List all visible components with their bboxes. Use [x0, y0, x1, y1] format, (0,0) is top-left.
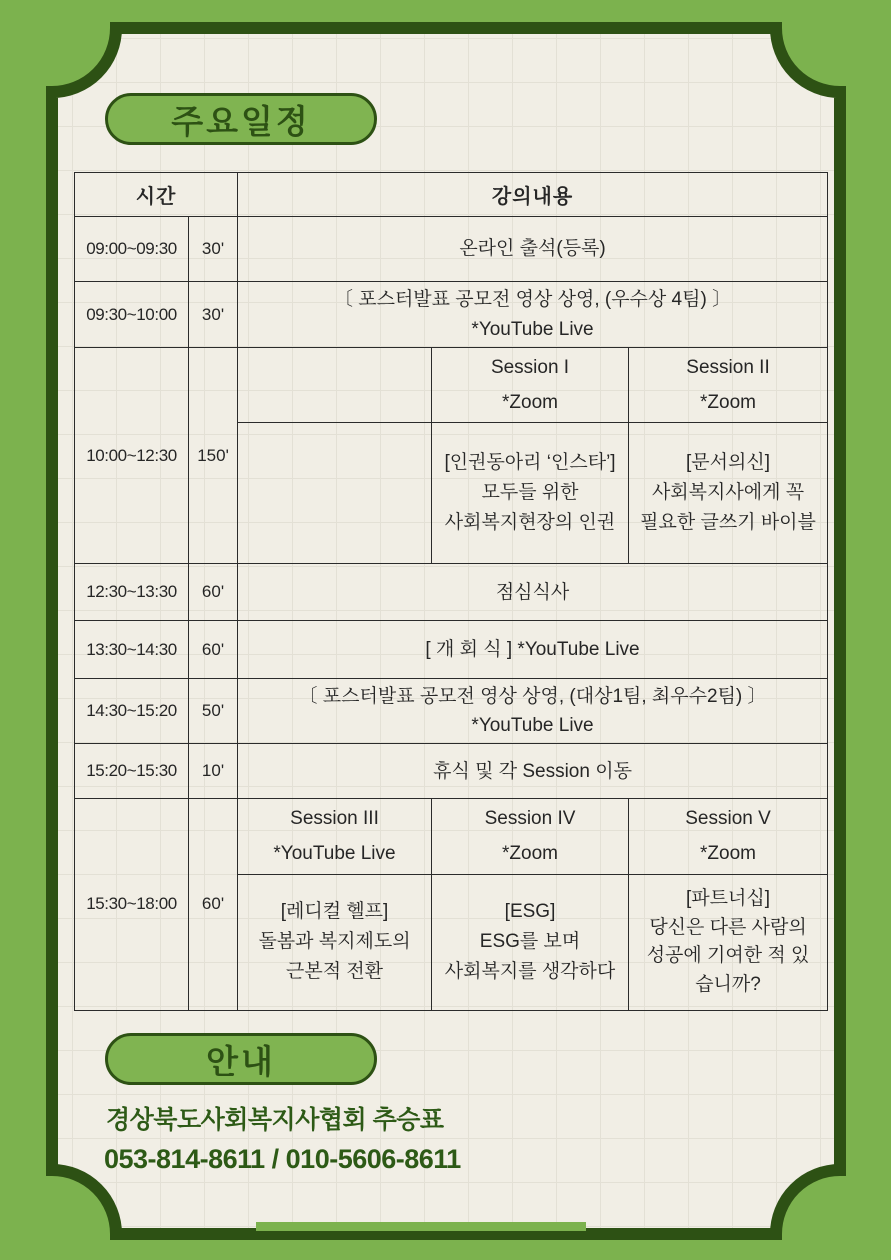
content-cell: 점심식사 — [238, 564, 828, 621]
table-row — [75, 621, 828, 679]
schedule-title-badge — [105, 93, 377, 145]
table-row — [75, 799, 828, 874]
info-title-label: 안내 — [206, 1042, 276, 1080]
organization-contact: 경상북도사회복지사협회 추승표 — [106, 1106, 444, 1134]
session1-header-cell — [432, 348, 629, 423]
duration-cell: 30' — [189, 282, 238, 348]
table-header-row — [75, 173, 828, 217]
session-title: Session IV — [484, 808, 576, 830]
content-line: 근본적 전환 — [285, 961, 384, 983]
session1-description-cell — [432, 423, 629, 564]
session5-header-cell — [629, 799, 828, 874]
content-line: 당신은 다른 사람의 — [649, 916, 807, 938]
time-cell: 15:20~15:30 — [75, 744, 189, 799]
time-cell: 13:30~14:30 — [75, 621, 189, 679]
schedule-table — [74, 172, 828, 1011]
content-line: 사회복지사에게 꼭 — [651, 482, 805, 504]
content-cell: 휴식 및 각 Session 이동 — [238, 744, 828, 799]
session-title: Session III — [290, 808, 379, 830]
content-line: 돌봄과 복지제도의 — [258, 931, 411, 953]
table-row — [75, 744, 828, 799]
table-row — [75, 348, 828, 423]
content-line: 성공에 기여한 적 있 — [646, 945, 810, 967]
table-row — [75, 217, 828, 282]
content-line: [파트너십] — [686, 888, 771, 910]
empty-cell — [238, 423, 432, 564]
table-row — [75, 282, 828, 348]
session-channel: *Zoom — [502, 392, 558, 414]
info-title-badge — [105, 1033, 377, 1085]
content-line: 습니까? — [695, 973, 761, 995]
duration-cell: 30' — [189, 217, 238, 282]
duration-cell: 60' — [189, 799, 238, 1010]
content-cell: [ 개 회 식 ] *YouTube Live — [238, 621, 828, 679]
content-line: *YouTube Live — [471, 318, 594, 340]
session2-header-cell — [629, 348, 828, 423]
duration-cell: 60' — [189, 621, 238, 679]
session2-description-cell — [629, 423, 828, 564]
session-channel: *Zoom — [700, 843, 756, 865]
schedule-title-label: 주요일정 — [171, 102, 311, 140]
session-channel: *Zoom — [700, 392, 756, 414]
session4-description-cell — [432, 874, 629, 1010]
content-line: 〔 포스터발표 공모전 영상 상영, (우수상 4팀) 〕 — [333, 289, 732, 311]
duration-cell: 60' — [189, 564, 238, 621]
table-row — [75, 679, 828, 744]
session-title: Session II — [686, 357, 770, 378]
time-column-header: 시간 — [75, 173, 238, 217]
session-title: Session I — [490, 357, 570, 378]
duration-cell: 50' — [189, 679, 238, 744]
content-line: 사회복지현장의 인권 — [444, 512, 616, 534]
time-cell: 09:30~10:00 — [75, 282, 189, 348]
empty-cell — [238, 348, 432, 423]
content-line: 〔 포스터발표 공모전 영상 상영, (대상1팀, 최우수2팀) 〕 — [298, 685, 767, 707]
content-column-header: 강의내용 — [238, 173, 828, 217]
bottom-accent-strip — [256, 1222, 586, 1231]
session3-header-cell — [238, 799, 432, 874]
session-channel: *YouTube Live — [273, 843, 396, 865]
session-channel: *Zoom — [502, 843, 558, 865]
content-cell — [238, 679, 828, 744]
content-line: 모두들 위한 — [481, 482, 579, 504]
content-cell — [238, 282, 828, 348]
content-line: *YouTube Live — [471, 715, 594, 737]
content-line: 필요한 글쓰기 바이블 — [640, 512, 816, 534]
duration-cell: 10' — [189, 744, 238, 799]
content-line: [문서의신] — [686, 452, 771, 474]
content-line: [ESG] — [504, 901, 556, 923]
phone-numbers: 053-814-8611 / 010-5606-8611 — [104, 1144, 461, 1174]
content-line: [레디컬 헬프] — [280, 901, 389, 923]
content-line: [인권동아리 ‘인스타’] — [444, 452, 616, 474]
content-line: 사회복지를 생각하다 — [444, 961, 616, 983]
content-cell: 온라인 출석(등록) — [238, 217, 828, 282]
session3-description-cell — [238, 874, 432, 1010]
session-title: Session V — [685, 808, 771, 830]
time-cell: 12:30~13:30 — [75, 564, 189, 621]
session4-header-cell — [432, 799, 629, 874]
table-row — [75, 564, 828, 621]
duration-cell: 150' — [189, 348, 238, 564]
time-cell: 15:30~18:00 — [75, 799, 189, 1010]
time-cell: 09:00~09:30 — [75, 217, 189, 282]
content-line: ESG를 보며 — [479, 931, 581, 953]
session5-description-cell — [629, 874, 828, 1010]
time-cell: 10:00~12:30 — [75, 348, 189, 564]
time-cell: 14:30~15:20 — [75, 679, 189, 744]
